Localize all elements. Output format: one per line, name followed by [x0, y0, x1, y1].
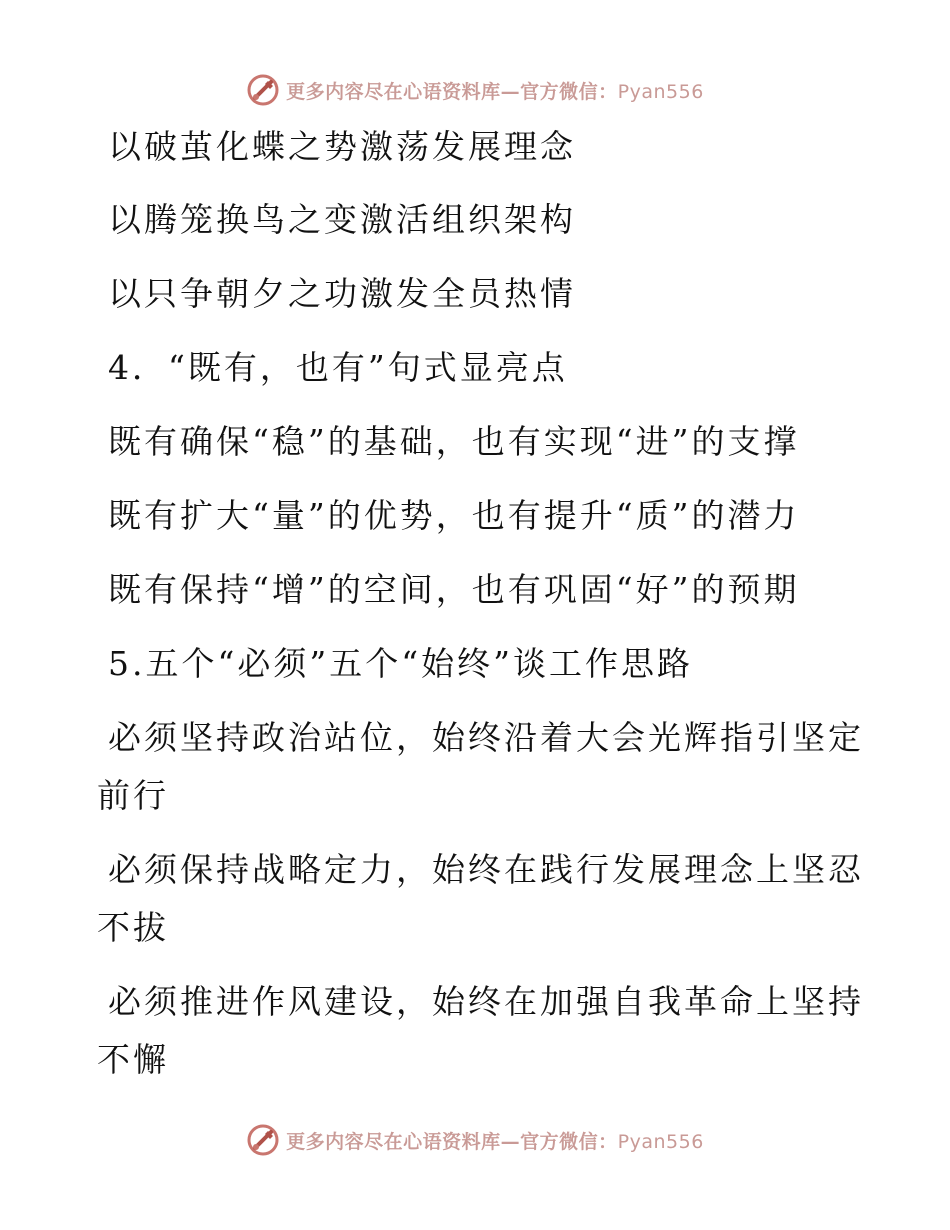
- section-heading: 5.五个“必须”五个“始终”谈工作思路: [108, 644, 693, 683]
- watermark-text: 更多内容尽在心语资料库—官方微信：Pyan556: [286, 1130, 704, 1153]
- text-line-continuation: 不懈: [97, 1040, 169, 1079]
- footer-watermark: [0, 1120, 950, 1160]
- section-heading: 4．“既有，也有”句式显亮点: [108, 348, 568, 387]
- text-line: 既有保持“增”的空间，也有巩固“好”的预期: [108, 570, 800, 609]
- ink-brush-logo-icon: [246, 73, 280, 107]
- watermark-text: 更多内容尽在心语资料库—官方微信：Pyan556: [286, 80, 704, 103]
- text-line: 以只争朝夕之功激发全员热情: [108, 274, 576, 313]
- text-line: 必须推进作风建设，始终在加强自我革命上坚持: [108, 982, 864, 1021]
- text-line: 必须坚持政治站位，始终沿着大会光辉指引坚定: [108, 718, 864, 757]
- text-line: 以腾笼换鸟之变激活组织架构: [108, 200, 576, 239]
- text-line: 既有确保“稳”的基础，也有实现“进”的支撑: [108, 422, 800, 461]
- text-line-continuation: 前行: [97, 776, 169, 815]
- header-watermark: [0, 70, 950, 110]
- text-line: 既有扩大“量”的优势，也有提升“质”的潜力: [108, 496, 800, 535]
- text-line: 必须保持战略定力，始终在践行发展理念上坚忍: [108, 850, 864, 889]
- ink-brush-logo-icon: [246, 1123, 280, 1157]
- text-line: 以破茧化蝶之势激荡发展理念: [108, 127, 576, 166]
- text-line-continuation: 不拔: [97, 908, 169, 947]
